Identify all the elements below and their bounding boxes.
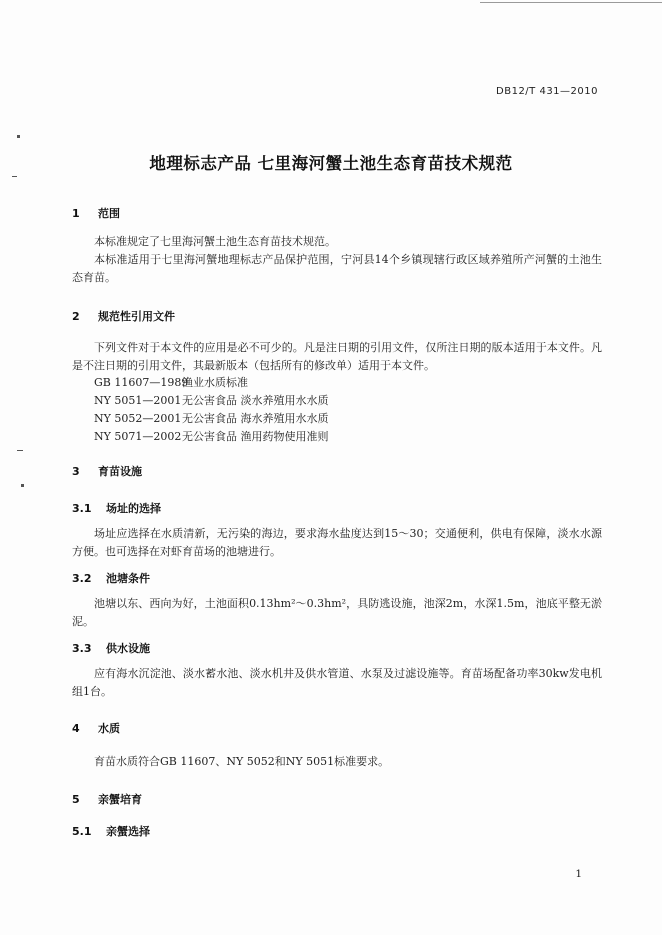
section-number: 3.3	[72, 642, 92, 655]
page-number: 1	[575, 868, 582, 880]
section-number: 5	[72, 793, 80, 806]
reference-item	[94, 428, 329, 444]
section-heading-2	[72, 308, 175, 324]
section-number: 3.1	[72, 502, 92, 515]
paragraph-normative-refs: 下列文件对于本文件的应用是必不可少的。凡是注日期的引用文件，仅所注日期的版本适用于本文件。凡是不注日期的引用文件，其最新版本（包括所有的修改单）适用于本文件。	[72, 341, 602, 372]
reference-name: 无公害食品 淡水养殖用水水质	[182, 394, 329, 407]
scan-mark	[17, 450, 23, 451]
scan-mark	[12, 176, 17, 177]
section-number: 4	[72, 722, 80, 735]
section-title: 范围	[98, 207, 120, 220]
reference-name: 渔业水质标准	[182, 376, 248, 389]
reference-code: NY 5052—2001	[94, 412, 182, 425]
reference-item	[94, 410, 329, 426]
section-number: 1	[72, 207, 80, 220]
section-heading-4	[72, 720, 120, 736]
section-number: 2	[72, 310, 80, 323]
document-title: 地理标志产品 七里海河蟹土池生态育苗技术规范	[149, 154, 513, 173]
paragraph-site-selection: 场址应选择在水质清新，无污染的海边，要求海水盐度达到15～30；交通便利，供电有保障，淡水水源方便。也可选择在对虾育苗场的池塘进行。	[72, 527, 602, 558]
section-heading-5	[72, 791, 142, 807]
section-number: 3.2	[72, 572, 92, 585]
section-title: 供水设施	[106, 642, 150, 655]
scan-mark	[21, 484, 24, 487]
subsection-heading-5-1	[72, 823, 150, 839]
section-title: 水质	[98, 722, 120, 735]
paragraph-scope-2: 本标准适用于七里海河蟹地理标志产品保护范围，宁河县14个乡镇现辖行政区域养殖所产河蟹的土池生态育苗。	[72, 253, 602, 284]
reference-code: NY 5051—2001	[94, 394, 182, 407]
section-heading-1	[72, 205, 120, 221]
subsection-heading-3-2	[72, 570, 150, 586]
section-heading-3	[72, 463, 142, 479]
paragraph-scope-1: 本标准规定了七里海河蟹土池生态育苗技术规范。	[94, 235, 336, 248]
scan-mark	[17, 135, 20, 138]
paragraph-pond-conditions: 池塘以东、西向为好，土池面积0.13hm²～0.3hm²，具防逃设施，池深2m，水深1.5m，池底平整无淤泥。	[72, 597, 602, 628]
paragraph-water-supply: 应有海水沉淀池、淡水蓄水池、淡水机井及供水管道、水泵及过滤设施等。育苗场配备功率30kw发电机组1台。	[72, 667, 602, 698]
section-title: 场址的选择	[106, 502, 161, 515]
reference-item	[94, 374, 248, 390]
top-edge-line	[480, 2, 662, 3]
section-number: 3	[72, 465, 80, 478]
reference-code: NY 5071—2002	[94, 430, 182, 443]
section-title: 亲蟹培育	[98, 793, 142, 806]
standard-code: DB12/T 431—2010	[496, 86, 598, 97]
subsection-heading-3-3	[72, 640, 150, 656]
reference-name: 无公害食品 海水养殖用水水质	[182, 412, 329, 425]
subsection-heading-3-1	[72, 500, 161, 516]
reference-code: GB 11607—1989	[94, 376, 189, 389]
paragraph-water-quality: 育苗水质符合GB 11607、NY 5052和NY 5051标准要求。	[94, 755, 390, 768]
section-title: 规范性引用文件	[98, 310, 175, 323]
section-title: 亲蟹选择	[106, 825, 150, 838]
section-title: 池塘条件	[106, 572, 150, 585]
section-number: 5.1	[72, 825, 92, 838]
reference-name: 无公害食品 渔用药物使用准则	[182, 430, 329, 443]
section-title: 育苗设施	[98, 465, 142, 478]
reference-item	[94, 392, 329, 408]
